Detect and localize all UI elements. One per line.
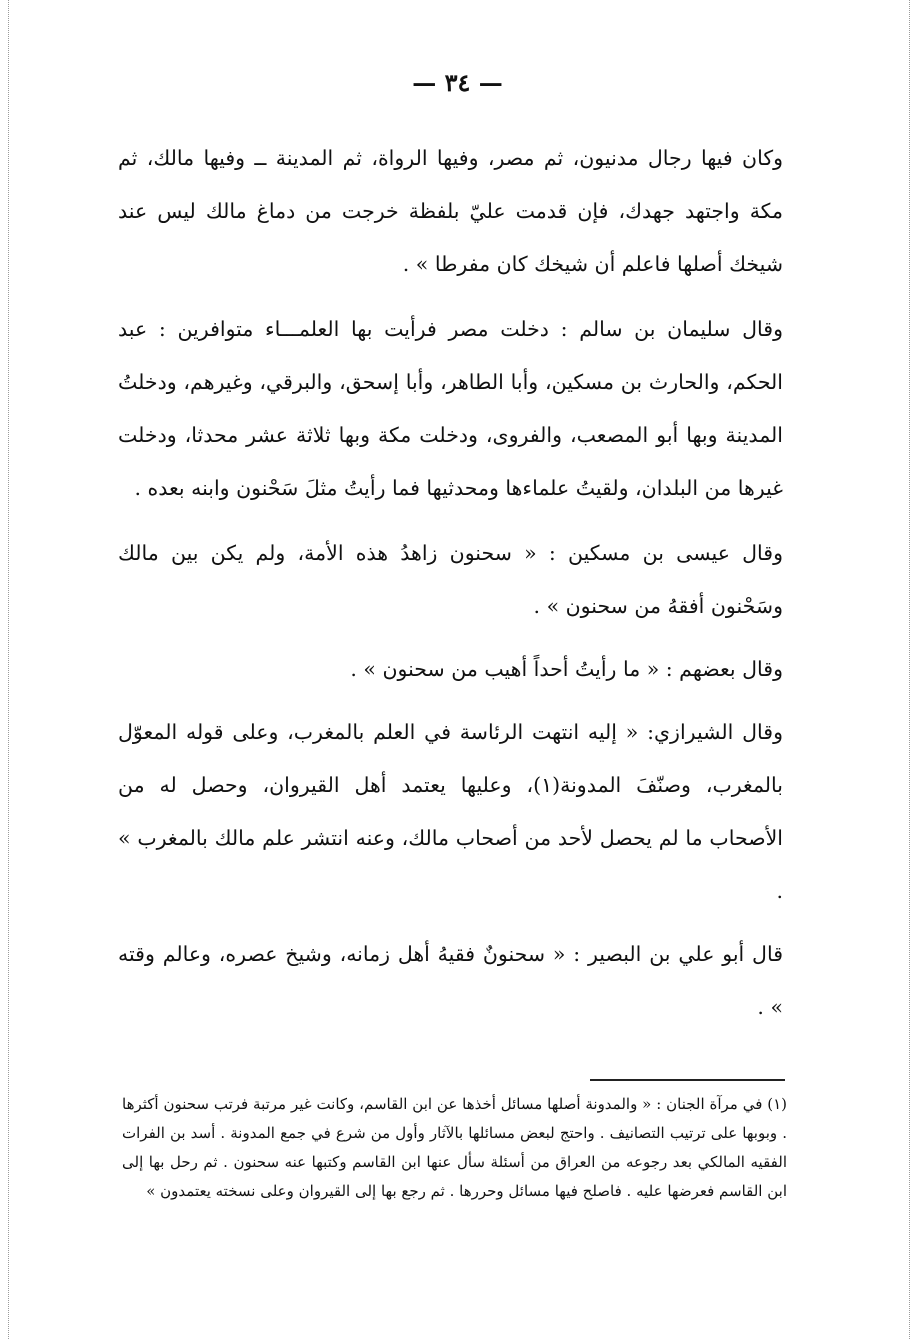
paragraph-shirazi: وقال الشيرازي: « إليه انتهت الرئاسة في العلم بالمغرب، وعلى قوله المعوّل بالمغرب، وصنّفَ المدونة(١)، وعليها يعتمد أهل القيروان، وحصل له من الأصحاب ما لم يحصل لأحد من أصحاب مالك، وعنه انتشر علم مالك بالمغرب » . bbox=[118, 720, 783, 903]
footnote: (١) في مرآة الجنان : « والمدونة أصلها مسائل أخذها عن ابن القاسم، وكانت غير مرتبة فرتب سحنون أكثرها . وبوبها على ترتيب التصانيف . واحتج لبعض مسائلها بالآثار وأول من شرع في جمع المدونة . أسد بن الفرات الفقيه المالكي بعد رجوعه من العراق من أسئلة سأل عنها ابن القاسم وكتبها عنه سحنون . ثم رحل بها إلى ابن القاسم فعرضها عليه . فاصلح فيها مسائل وحررها . ثم رجع بها إلى القيروان وعلى نسخته يعتمدون » bbox=[122, 1095, 787, 1200]
paragraph-sulayman: وقال سليمان بن سالم : دخلت مصر فرأيت بها العلمـــاء متوافرين : عبد الحكم، والحارث بن مسكين، وأبا الطاهر، وأبا إسحق، والبرقي، وغيرهم، ودخلتُ المدينة وبها أبو المصعب، والفروى، ودخلت مكة وبها ثلاثة عشر محدثا، ودخلت غيرها من البلدان، ولقيتُ علماءها ومحدثيها فما رأيتُ مثلَ سَحْنون وابنه بعده . bbox=[118, 317, 783, 500]
paragraph-abu-ali: قال أبو علي بن البصير : « سحنونٌ فقيهُ أهل زمانه، وشيخ عصره، وعالم وقته » . bbox=[118, 942, 783, 1019]
scan-right-edge bbox=[909, 0, 910, 1339]
paragraph-intro: وكان فيها رجال مدنيون، ثم مصر، وفيها الرواة، ثم المدينة ــ وفيها مالك، ثم مكة واجتهد جهدك، فإن قدمت عليّ بلفظة خرجت من دماغ مالك ليس عند شيخك أصلها فاعلم أن شيخك كان مفرطا » . bbox=[118, 146, 783, 276]
body-text bbox=[118, 132, 783, 1034]
paragraph-isa: وقال عيسى بن مسكين : « سحنون زاهدُ هذه الأمة، ولم يكن بين مالك وسَحْنون أفقهُ من سحنون » . bbox=[118, 541, 783, 618]
paragraph-baduhum: وقال بعضهم : « ما رأيتُ أحداً أهيب من سحنون » . bbox=[350, 657, 783, 681]
scan-left-edge bbox=[8, 0, 9, 1339]
footnote-separator bbox=[590, 1079, 785, 1081]
page-number: — ٣٤ — bbox=[412, 68, 503, 97]
